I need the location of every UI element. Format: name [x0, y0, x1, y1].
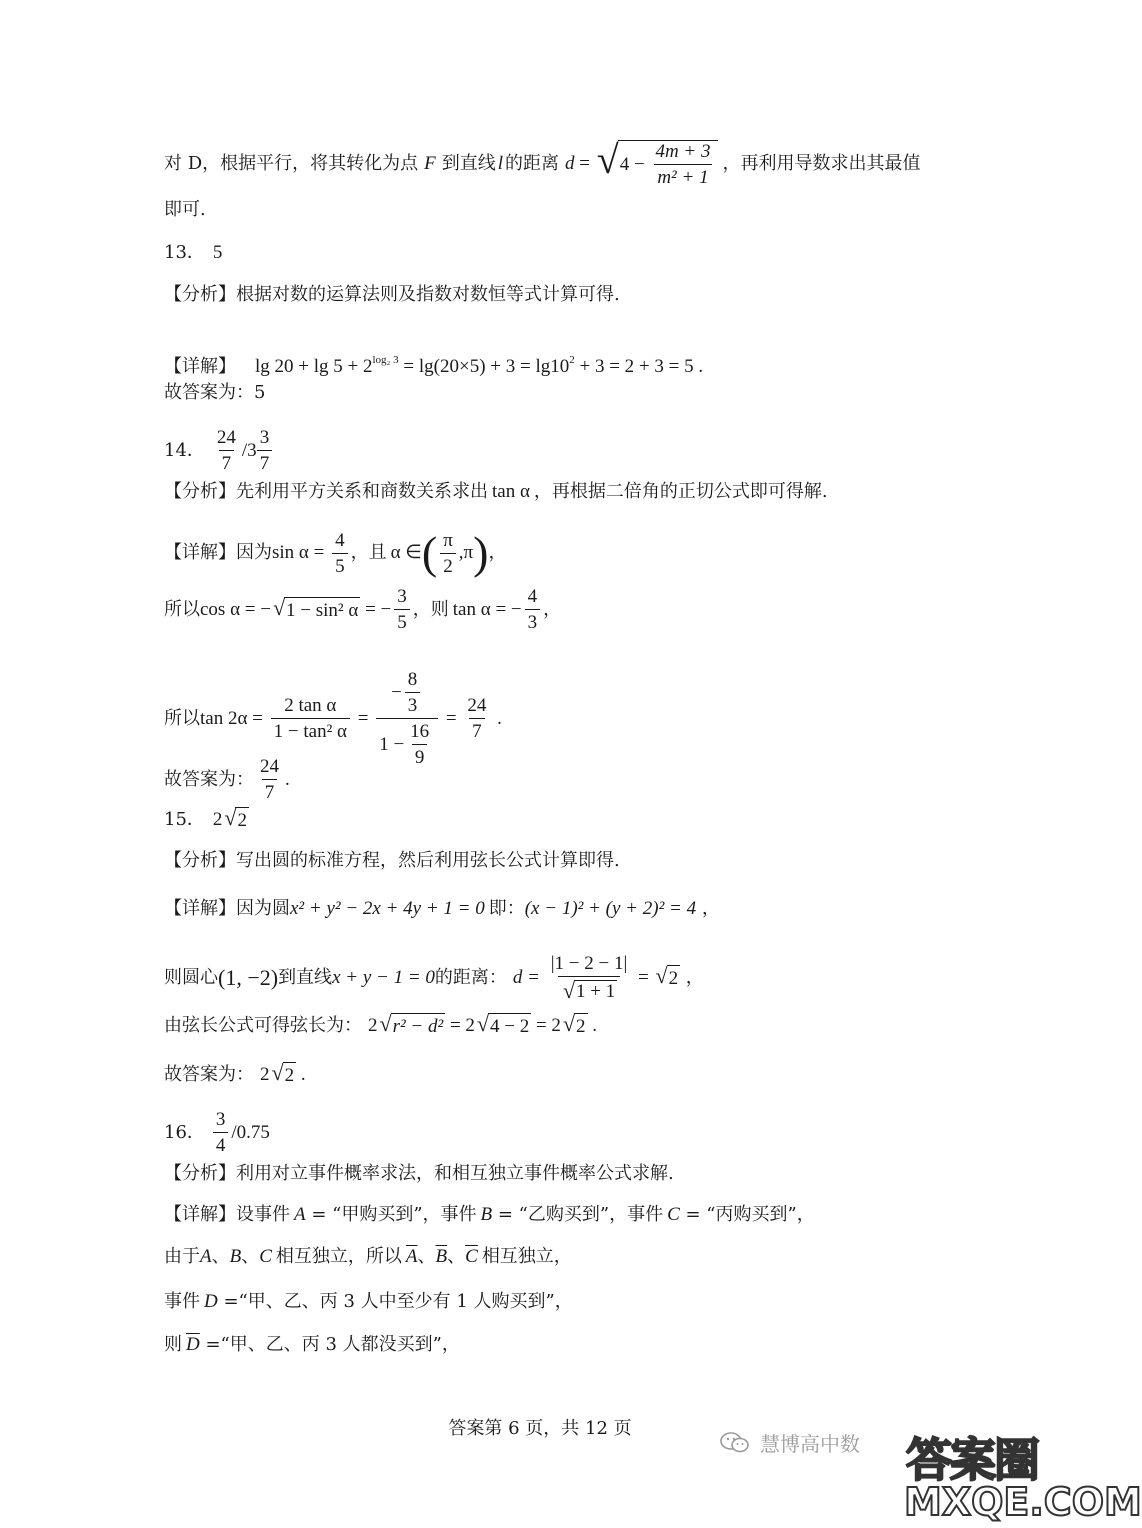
q14-detail-1: 【详解】 因为 sin α = $\frac{4}{5}$ ，且 α ∈ ( $\frac{\pi}{2}$ ,π ) ，	[164, 527, 507, 578]
q15-analysis: 【分析】 写出圆的标准方程，然后利用弦长公式计算即得.	[164, 850, 620, 871]
logo-title: 答案圈	[906, 1433, 1038, 1487]
analysis-tag: 【分析】	[164, 284, 236, 305]
detail-tag: 【详解】	[164, 1204, 236, 1225]
q16-header: 16． $\frac{3}{4}$ /0.75	[164, 1109, 270, 1156]
analysis-tag: 【分析】	[164, 850, 236, 871]
q15-header: 15． 2 √ 2	[164, 805, 247, 831]
logo-url: MXQE.COM	[904, 1480, 1142, 1524]
q16-label: 16．	[164, 1121, 205, 1143]
q14-conclusion: 故答案为： $\frac{24}{7}$ .	[164, 756, 290, 803]
analysis-tag: 【分析】	[164, 1163, 236, 1184]
page-footer: 答案第 6 页，共 12 页	[448, 1418, 632, 1439]
wechat-icon	[720, 1431, 750, 1455]
intro-text-4: ，再利用导数求出其最值	[722, 152, 921, 174]
detail-tag: 【详解】	[164, 542, 236, 563]
q16-analysis: 【分析】 利用对立事件概率求法，和相互独立事件概率公式求解.	[164, 1163, 674, 1184]
intro-text-2: 到直线	[441, 152, 496, 174]
q15-detail-3: 由弦长公式可得弦长为： 2 √ r² − d² = 2 √ 4 − 2 = 2 √ 2 .	[164, 1011, 597, 1037]
intro-line-1	[164, 137, 921, 188]
q14-detail-3: 所以 tan 2α = $\frac{\text{2 tan α}}{\text{1 − tan² α}}$ = − $\frac{8}{3}$ 1 − $\frac{16}{9}$ = $\frac{24}{7}$ .	[164, 669, 502, 768]
q14-answer: $\frac{24}{7}$ /3 $\frac{3}{7}$	[211, 428, 275, 473]
intro-text-3: 的距离	[505, 152, 560, 174]
watermark	[720, 1428, 860, 1457]
intro-line-2: 即可.	[164, 199, 206, 220]
intro-text-1: 对 D，根据平行，将其转化为点	[164, 152, 419, 174]
point-f: F	[424, 152, 436, 174]
q13-analysis: 【分析】 根据对数的运算法则及指数对数恒等式计算可得.	[164, 284, 620, 305]
q16-detail-1: 【详解】 设事件 A = “甲购买到”，事件 B = “乙购买到”，事件 C = “丙购买到”，	[164, 1204, 815, 1225]
q13-header	[164, 241, 222, 265]
q14-label: 14．	[164, 439, 205, 461]
analysis-tag: 【分析】	[164, 481, 236, 502]
answer-circle-logo	[896, 1422, 1142, 1528]
q15-detail-2: 则圆心 (1, −2) 到直线 x + y − 1 = 0 的距离： d = |1 − 2 − 1| √ 1 + 1 = √ 2 ，	[164, 953, 704, 1003]
q14-analysis: 【分析】 先利用平方关系和商数关系求出 tan α ，再根据二倍角的正切公式即可得解.	[164, 481, 828, 502]
line-l: l	[497, 152, 504, 174]
q13-formula: $\lg 20 + \lg 5 + 2^{log_2 3} = \lg(20\times 5) + 3 = \lg 10^2 + 3 = 2 + 3 = 5$ .	[255, 354, 704, 377]
q13-conclusion: 故答案为：5	[164, 382, 266, 403]
q13-label: 13．	[164, 242, 205, 263]
q14-detail-2: 所以 cos α = − √ 1 − sin² α = − $\frac{3}{5}$ ，则 tan α = − $\frac{4}{3}$ ，	[164, 586, 562, 633]
q16-detail-2: 由于 A 、 B 、 C 相互独立，所以 $\overline{A}$ 、 $\overline{B}$ 、 $\overline{C}$ 相互独立，	[164, 1246, 572, 1267]
watermark-text: 慧博高中数	[760, 1432, 860, 1456]
distance-fraction: $\frac{4m + 3}{\text{m² + 1}}$	[655, 141, 711, 188]
distance-d: d	[565, 152, 575, 174]
q15-label: 15．	[164, 809, 205, 830]
equals-sign: =	[574, 152, 595, 174]
q15-detail-1: 【详解】 因为圆 x² + y² − 2x + 4y + 1 = 0 即： (x − 1)² + (y + 2)² = 4 ，	[164, 898, 720, 919]
complex-fraction: − $\frac{8}{3}$ 1 − $\frac{16}{9}$	[376, 670, 438, 767]
left-paren: (	[421, 527, 438, 578]
right-paren: )	[473, 527, 489, 578]
q14-header	[164, 428, 275, 473]
detail-tag: 【详解】	[164, 356, 236, 377]
q16-detail-3: 事件 D =“甲、乙、丙 3 人中至少有 1 人购买到”，	[164, 1291, 573, 1312]
q13-answer: 5	[212, 242, 223, 263]
q15-conclusion: 故答案为： 2 √ 2 .	[164, 1060, 306, 1086]
q16-detail-4: 则 $\overline{D}$ =“甲、乙、丙 3 人都没买到”，	[164, 1334, 460, 1355]
distance-sqrt: √ 4 − $\frac{4m + 3}{\text{m² + 1}}$	[597, 140, 719, 187]
detail-tag: 【详解】	[164, 898, 236, 919]
